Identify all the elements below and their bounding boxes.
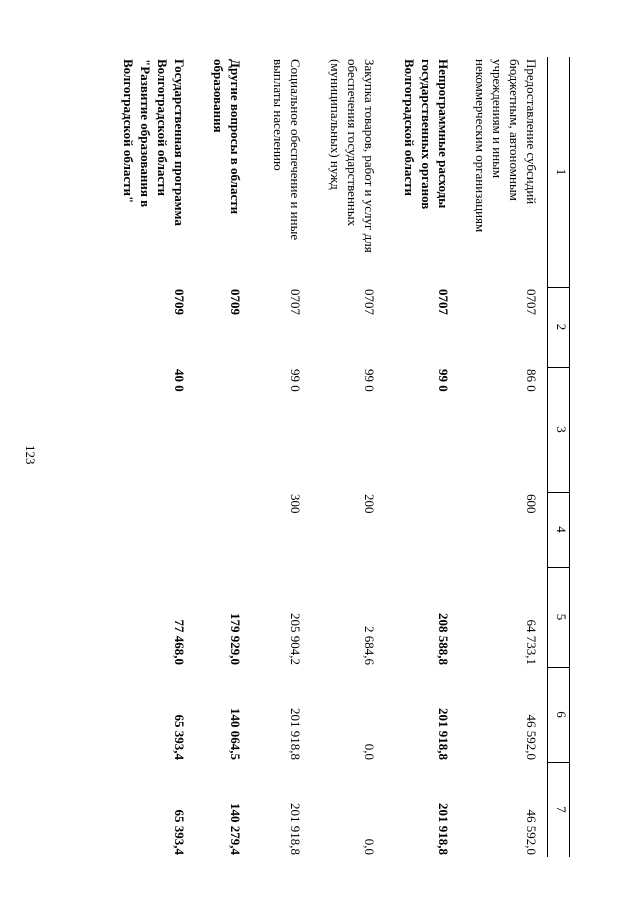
- row-col7: 140 279,4: [228, 803, 243, 855]
- row-col5: 64 733,1: [524, 619, 539, 665]
- row-col6: 46 592,0: [524, 714, 539, 760]
- page-number: 123: [23, 445, 38, 465]
- column-divider: [548, 762, 570, 763]
- column-divider: [548, 367, 570, 368]
- budget-table: [70, 57, 570, 857]
- row-target: 99 0: [436, 369, 451, 392]
- column-header-3: 3: [554, 426, 569, 433]
- row-type: 200: [362, 494, 377, 514]
- row-type: 300: [288, 494, 303, 514]
- row-col6: 201 918,8: [288, 708, 303, 760]
- column-header-7: 7: [554, 806, 569, 813]
- row-name: Закупка товаров, работ и услуг для обеспечения государственных (муниципальных) нужд: [328, 59, 377, 253]
- row-type: 600: [524, 494, 539, 514]
- row-target: 86 0: [524, 369, 539, 392]
- row-section: 0707: [288, 289, 303, 315]
- row-section: 0709: [228, 289, 243, 315]
- column-divider: [548, 287, 570, 288]
- row-target: 99 0: [362, 369, 377, 392]
- row-col7: 201 918,8: [288, 803, 303, 855]
- row-section: 0707: [524, 289, 539, 315]
- column-header-1: 1: [554, 168, 569, 176]
- row-col5: 77 468,0: [172, 619, 187, 665]
- row-col6: 140 064,5: [228, 708, 243, 760]
- column-header-5: 5: [554, 613, 569, 621]
- row-col5: 208 588,8: [436, 613, 451, 665]
- row-target: 99 0: [288, 369, 303, 392]
- row-col5: 179 929,0: [228, 613, 243, 665]
- row-name: Другие вопросы в области образования: [211, 59, 243, 215]
- column-divider: [548, 667, 570, 668]
- column-divider: [548, 492, 570, 493]
- row-target: 40 0: [172, 369, 187, 392]
- row-section: 0709: [172, 289, 187, 315]
- row-name: Социальное обеспечение и иные выплаты населению: [271, 59, 303, 241]
- row-col6: 201 918,8: [436, 708, 451, 760]
- column-header-6: 6: [554, 711, 569, 718]
- row-col7: 201 918,8: [436, 803, 451, 855]
- row-col6: 65 393,4: [172, 714, 187, 760]
- row-col7: 65 393,4: [172, 809, 187, 855]
- row-col5: 2 684,6: [362, 626, 377, 665]
- row-section: 0707: [436, 289, 451, 315]
- column-header-4: 4: [554, 526, 569, 533]
- row-col6: 0,0: [362, 743, 377, 760]
- column-header-2: 2: [554, 323, 569, 331]
- header-bottom-rule: [547, 57, 548, 857]
- row-name: Государственная программа Волгоградской области "Развитие образования в Волгоградской области": [121, 59, 187, 226]
- header-top-rule: [569, 57, 570, 857]
- row-col7: 46 592,0: [524, 809, 539, 855]
- column-divider: [548, 567, 570, 568]
- row-section: 0707: [362, 289, 377, 315]
- row-col5: 205 904,2: [288, 613, 303, 665]
- row-col7: 0,0: [362, 838, 377, 855]
- row-name: Предоставление субсидий бюджетным, автономным учреждениям и иным некоммерческим организациям: [473, 59, 539, 233]
- row-name: Непрограммные расходы государственных органов Волгоградской области: [402, 59, 451, 210]
